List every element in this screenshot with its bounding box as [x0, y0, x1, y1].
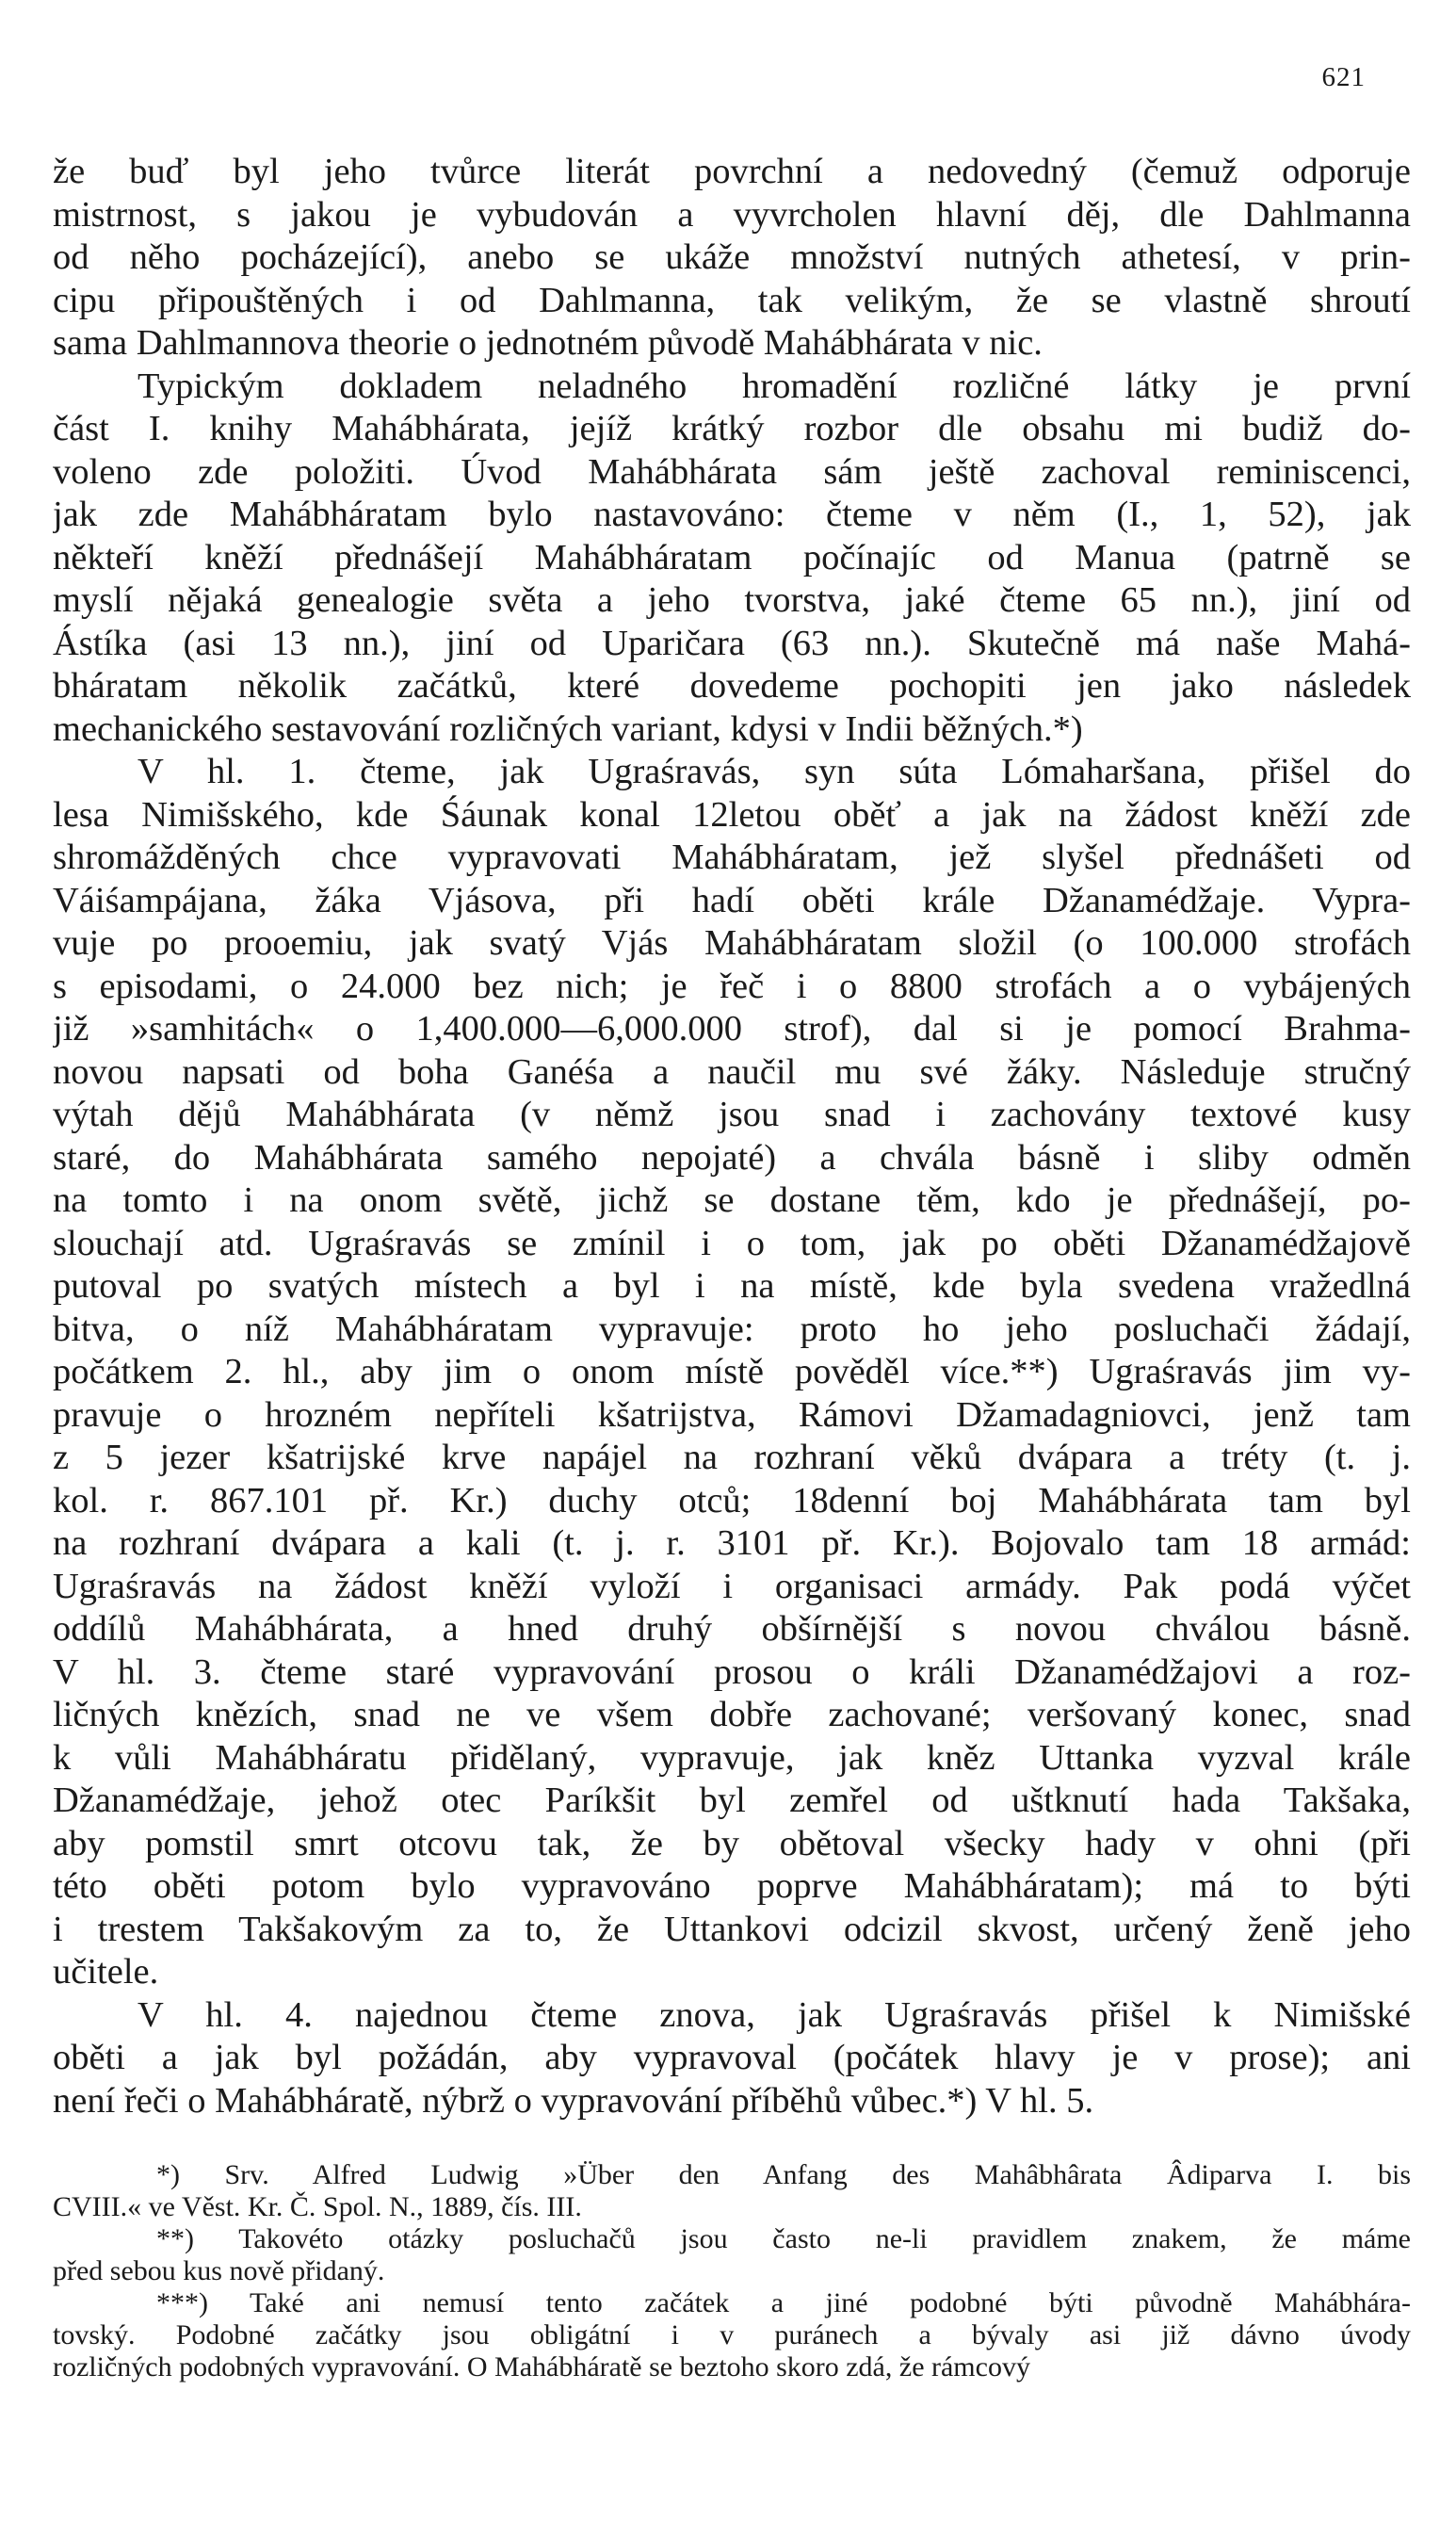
- text-line: Ástíka (asi 13 nn.), jiní od Uparičara (63 nn.). Skutečně má naše Mahá-: [53, 623, 1411, 663]
- text-line: bháratam několik začátků, které dovedeme pochopiti jen jako následek: [53, 666, 1411, 706]
- text-line: i trestem Takšakovým za to, že Uttankovi odcizil skvost, určený ženě jeho: [53, 1909, 1411, 1949]
- text-line: cipu připouštěných i od Dahlmanna, tak velikým, že se vlastně shroutí: [53, 280, 1411, 320]
- text-line: myslí nějaká genealogie světa a jeho tvorstva, jaké čteme 65 nn.), jiní od: [53, 580, 1411, 620]
- text-line: učitele.: [53, 1952, 159, 1992]
- paragraph: [53, 151, 1411, 366]
- text-line: s episodami, o 24.000 bez nich; je řeč i o 8800 strofách a o vybájených: [53, 966, 1411, 1006]
- text-line: bitva, o níž Mahábháratam vypravuje: proto ho jeho posluchači žádají,: [53, 1309, 1411, 1349]
- text-line: V hl. 3. čteme staré vypravování prosou o králi Džanamédžajovi a roz-: [53, 1651, 1411, 1692]
- text-line: putoval po svatých místech a byl i na místě, kde byla svedena vražedlná: [53, 1266, 1411, 1306]
- text-line: V hl. 1. čteme, jak Ugraśravás, syn súta Lómaharšana, přišel do: [138, 752, 1411, 791]
- text-line: Ugraśravás na žádost kněží vyloží i organisaci armády. Pak podá výčet: [53, 1566, 1411, 1606]
- text-line: k vůli Mahábháratu přidělaný, vypravuje, jak kněz Uttanka vyzval krále: [53, 1737, 1411, 1778]
- text-line: na tomto i na onom světě, jichž se dostane těm, kdo je přednášejí, po-: [53, 1180, 1411, 1220]
- text-line: kol. r. 867.101 př. Kr.) duchy otců; 18denní boj Mahábhárata tam byl: [53, 1480, 1411, 1521]
- footnote-line: tovský. Podobné začátky jsou obligátní i v puránech a bývaly asi již dávno úvody: [53, 2319, 1411, 2350]
- text-line: oběti a jak byl požádán, aby vypravoval (počátek hlavy je v prose); ani: [53, 2038, 1411, 2077]
- text-line: z 5 jezer kšatrijské krve napájel na rozhraní věků dvápara a tréty (t. j.: [53, 1438, 1411, 1477]
- text-line: slouchají atd. Ugraśravás se zmínil i o tom, jak po oběti Džanamédžajově: [53, 1223, 1411, 1263]
- footnote-line: ***) Také ani nemusí tento začátek a jiné podobné býti původně Mahábhára-: [156, 2287, 1411, 2318]
- text-line: staré, do Mahábhárata samého nepojaté) a chvála básně i sliby odměn: [53, 1137, 1411, 1178]
- footnote-line: *) Srv. Alfred Ludwig »Über den Anfang des Mahâbhârata Âdiparva I. bis: [156, 2159, 1411, 2190]
- text-line: jak zde Mahábháratam bylo nastavováno: čteme v něm (I., 1, 52), jak: [53, 495, 1411, 534]
- text-line: mechanického sestavování rozličných variant, kdysi v Indii běžných.*): [53, 708, 1083, 749]
- footnote: [53, 2223, 1411, 2287]
- footnote: [53, 2159, 1411, 2223]
- footnotes: [53, 2159, 1411, 2383]
- footnote-line: před sebou kus nově přidaný.: [53, 2255, 385, 2286]
- main-text: [53, 151, 1411, 2122]
- text-line: Džanamédžaje, jehož otec Paríkšit byl zemřel od uštknutí hada Takšaka,: [53, 1781, 1411, 1820]
- page-number: 621: [1321, 62, 1366, 92]
- paragraph: [53, 366, 1411, 752]
- text-line: sama Dahlmannova theorie o jednotném původě Mahábhárata v nic.: [53, 323, 1043, 363]
- text-line: výtah dějů Mahábhárata (v němž jsou snad i zachovány textové kusy: [53, 1095, 1411, 1134]
- text-line: někteří kněží přednášejí Mahábháratam počínajíc od Manua (patrně se: [53, 537, 1411, 577]
- text-line: aby pomstil smrt otcovu tak, že by obětoval všecky hady v ohni (při: [53, 1823, 1411, 1863]
- text-line: voleno zde položiti. Úvod Mahábhárata sám ještě zachoval reminiscenci,: [53, 451, 1411, 492]
- text-line: pravuje o hrozném nepříteli kšatrijstva, Rámovi Džamadagniovci, jenž tam: [53, 1394, 1411, 1435]
- text-line: vuje po prooemiu, jak svatý Vjás Mahábháratam složil (o 100.000 strofách: [53, 923, 1411, 963]
- text-line: není řeči o Mahábháratě, nýbrž o vypravování příběhů vůbec.*) V hl. 5.: [53, 2080, 1094, 2121]
- text-line: V hl. 4. najednou čteme znova, jak Ugraśravás přišel k Nimišské: [138, 1994, 1411, 2035]
- text-line: že buď byl jeho tvůrce literát povrchní a nedovedný (čemuž odporuje: [53, 152, 1411, 191]
- text-line: Typickým dokladem neladného hromadění rozličné látky je první: [138, 366, 1411, 406]
- text-line: mistrnost, s jakou je vybudován a vyvrcholen hlavní děj, dle Dahlmanna: [53, 194, 1411, 235]
- text-line: od něho pocházející), anebo se ukáže množství nutných athetesí, v prin-: [53, 237, 1411, 277]
- footnote: [53, 2287, 1411, 2383]
- text-line: lesa Nimišského, kde Śáunak konal 12letou oběť a jak na žádost kněží zde: [53, 794, 1411, 835]
- text-line: část I. knihy Mahábhárata, jejíž krátký rozbor dle obsahu mi budiž do-: [53, 409, 1411, 448]
- text-line: na rozhraní dvápara a kali (t. j. r. 3101 př. Kr.). Bojovalo tam 18 armád:: [53, 1523, 1411, 1563]
- text-line: oddílů Mahábhárata, a hned druhý obšírnější s novou chválou básně.: [53, 1609, 1411, 1649]
- footnote-line: rozličných podobných vypravování. O Mahábháratě se beztoho skoro zdá, že rámcový: [53, 2351, 1030, 2383]
- text-line: této oběti potom bylo vypravováno poprve Mahábháratam); má to býti: [53, 1866, 1411, 1906]
- text-line: již »samhitách« o 1,400.000—6,000.000 strof), dal si je pomocí Brahma-: [53, 1009, 1411, 1049]
- paragraph: [53, 1994, 1411, 2123]
- footnote-line: **) Takovéto otázky posluchačů jsou často ne-li pravidlem znakem, že máme: [156, 2223, 1411, 2254]
- text-line: ličných knězích, snad ne ve všem dobře zachované; veršovaný konec, snad: [53, 1695, 1411, 1734]
- paragraph: [53, 751, 1411, 1994]
- text-line: shromážděných chce vypravovati Mahábháratam, jež slyšel přednášeti od: [53, 838, 1411, 877]
- text-line: Váiśampájana, žáka Vjásova, při hadí oběti krále Džanamédžaje. Vypra-: [53, 880, 1411, 920]
- text-line: novou napsati od boha Ganéśa a naučil mu své žáky. Následuje stručný: [53, 1051, 1411, 1092]
- text-line: počátkem 2. hl., aby jim o onom místě pověděl více.**) Ugraśravás jim vy-: [53, 1352, 1411, 1391]
- footnote-line: CVIII.« ve Věst. Kr. Č. Spol. N., 1889, čís. III.: [53, 2191, 582, 2222]
